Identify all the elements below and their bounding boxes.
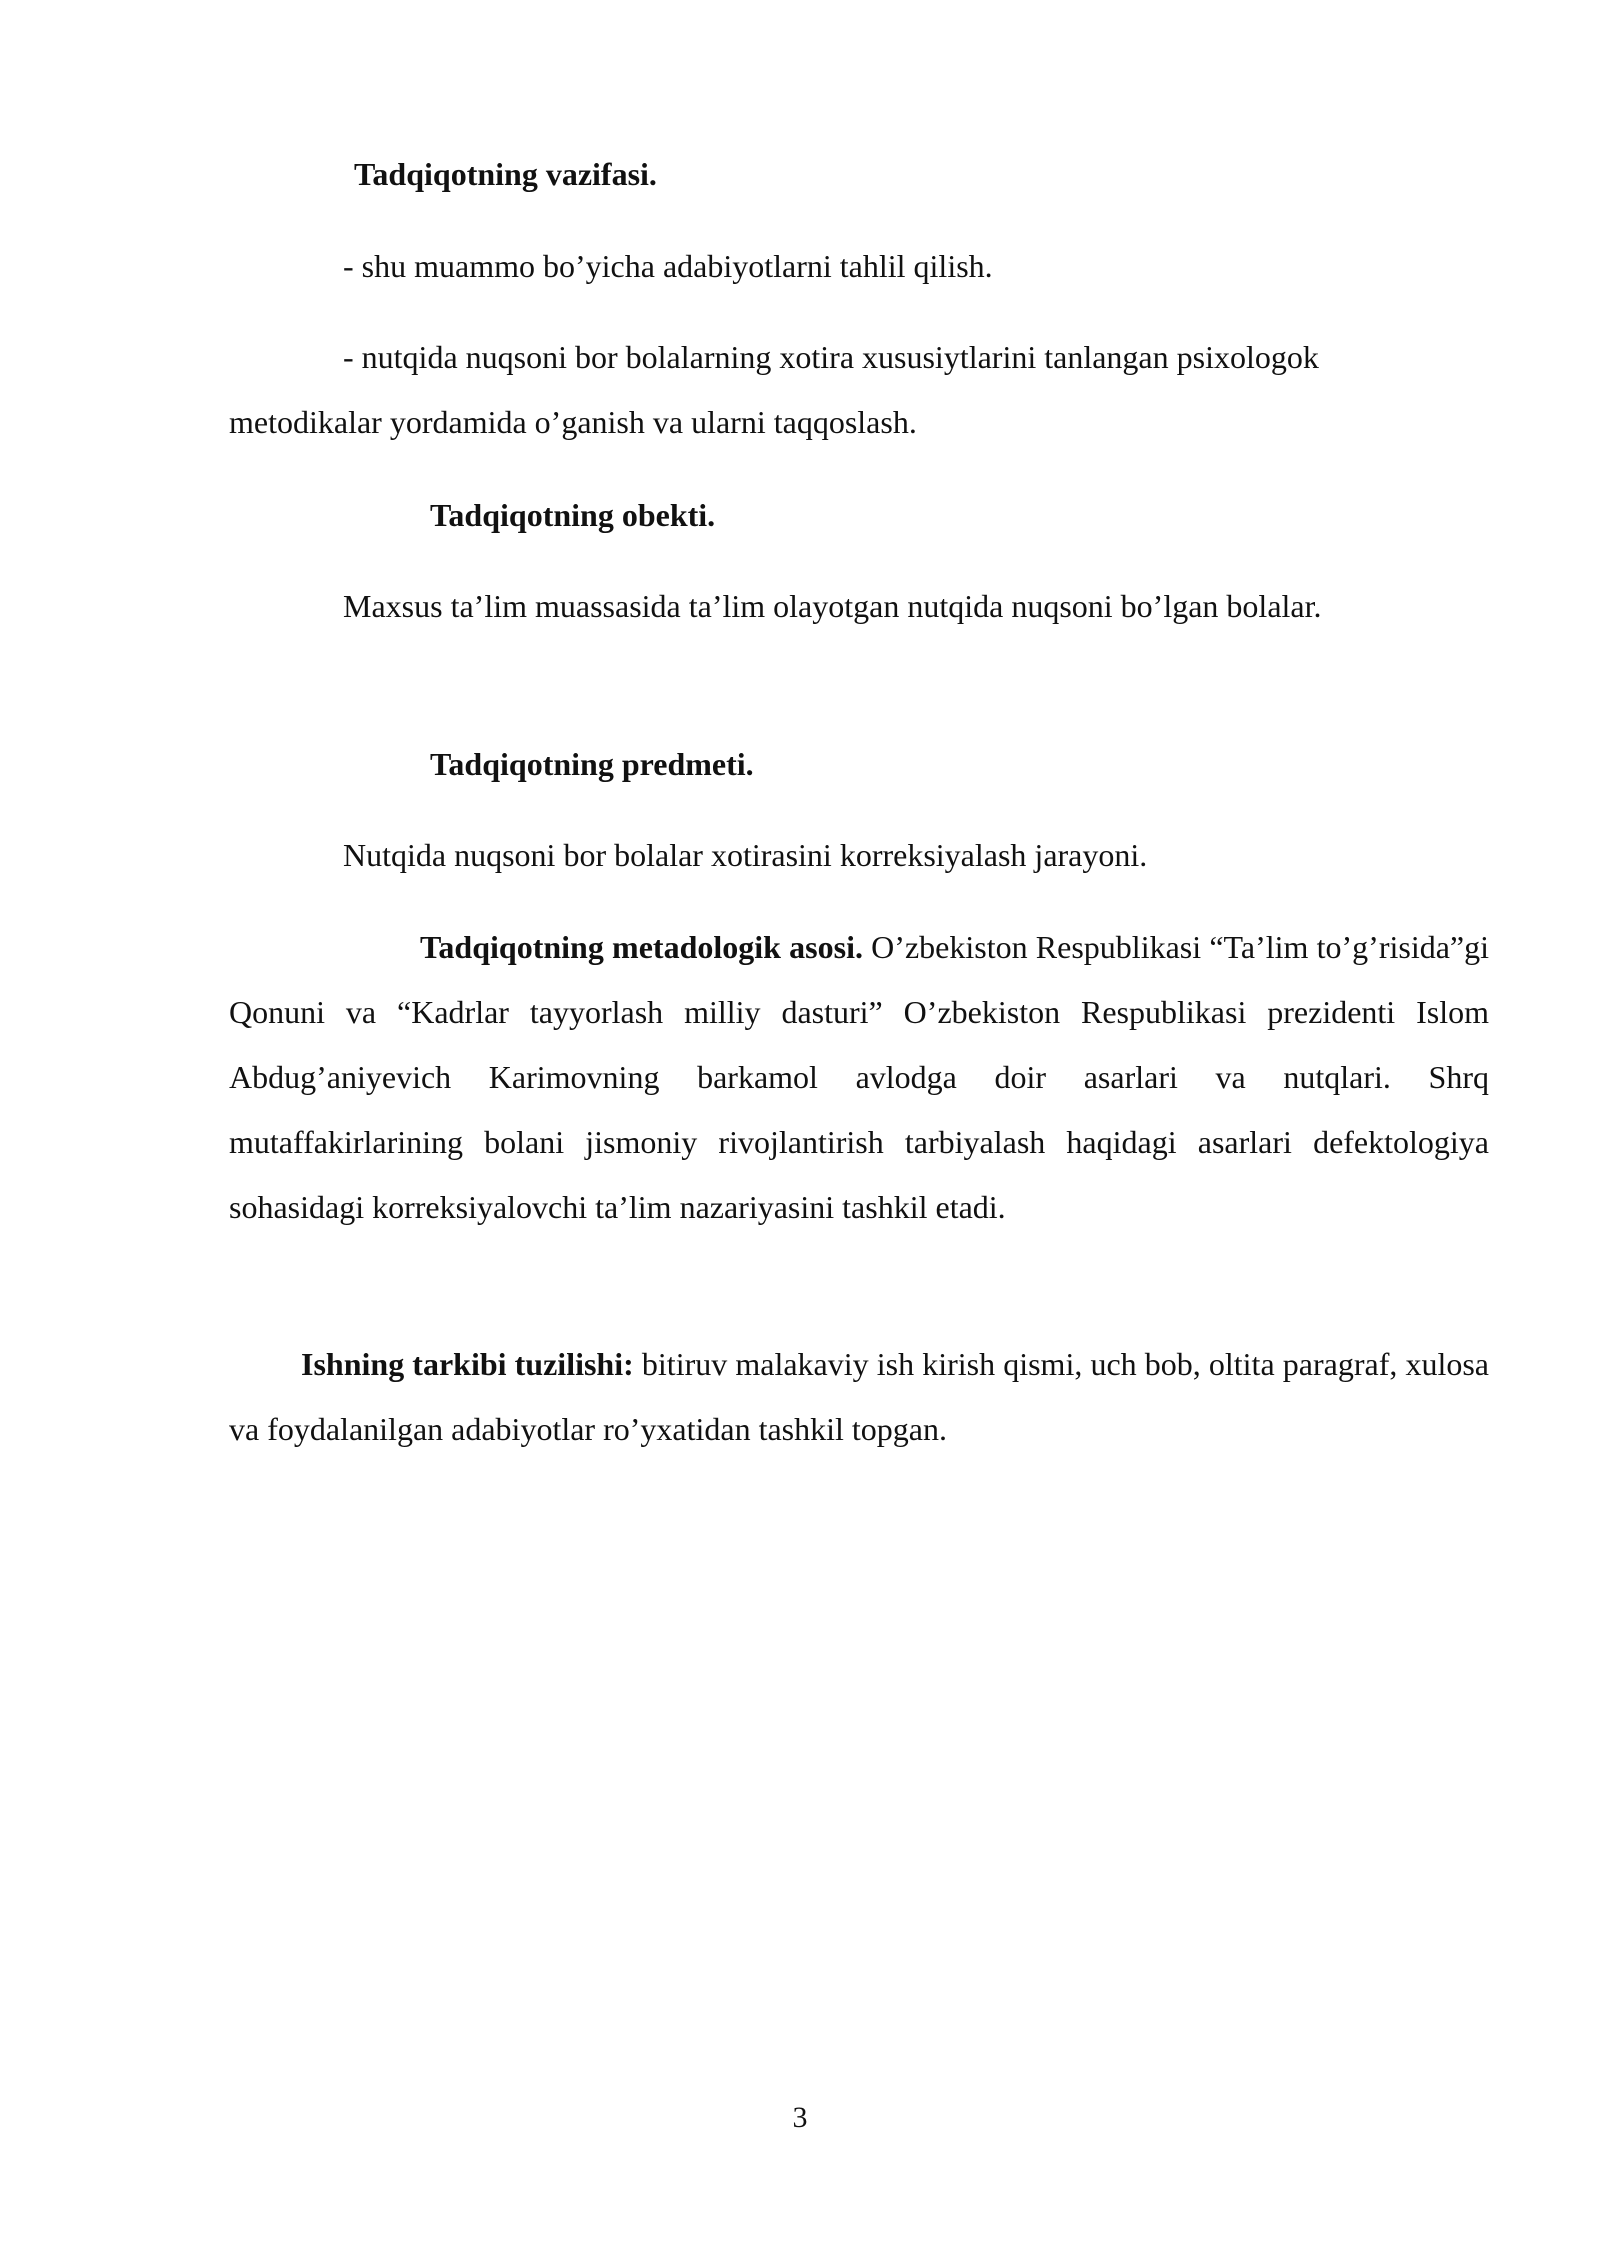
vazifasi-item-1: - shu muammo bo’yicha adabiyotlarni tahlil qilish.: [343, 248, 993, 284]
obekti-text: Maxsus ta’lim muassasida ta’lim olayotgan nutqida nuqsoni bo’lgan bolalar.: [343, 588, 1322, 624]
heading-tarkibi: Ishning tarkibi tuzilishi:: [301, 1346, 634, 1382]
heading-obekti: Tadqiqotning obekti.: [430, 497, 716, 533]
heading-predmeti: Tadqiqotning predmeti.: [430, 746, 754, 782]
heading-metodologik: Tadqiqotning metadologik asosi.: [420, 929, 863, 965]
metodologik-text: O’zbekiston Respublikasi “Ta’lim to’g’risida”gi Qonuni va “Kadrlar tayyorlash milliy dasturi” O’zbekiston Respublikasi prezidenti Islom Abdug’aniyevich Karimovning barkamol avlodga doir asarlari va nutqlari. Shrq mutaffakirlarining bolani jismoniy rivojlantirish tarbiyalash haqidagi asarlari defektologiya sohasidagi korreksiyalovchi ta’lim nazariyasini tashkil etadi.: [229, 929, 1489, 1225]
tarkibi-text: bitiruv malakaviy ish kirish qismi, uch bob, oltita paragraf, xulosa va foydalanilgan adabiyotlar ro’yxatidan tashkil topgan.: [229, 1346, 1490, 1447]
predmeti-text: Nutqida nuqsoni bor bolalar xotirasini korreksiyalash jarayoni.: [343, 837, 1148, 873]
vazifasi-item-2: - nutqida nuqsoni bor bolalarning xotira xususiytlarini tanlangan psixologok metodikalar yordamida o’ganish va ularni taqqoslash.: [229, 339, 1319, 440]
page-number: 3: [792, 2101, 808, 2134]
tarkibi-paragraph: [229, 1332, 1489, 1462]
metodologik-paragraph: [229, 915, 1489, 1240]
heading-vazifasi: Tadqiqotning vazifasi.: [354, 156, 657, 192]
